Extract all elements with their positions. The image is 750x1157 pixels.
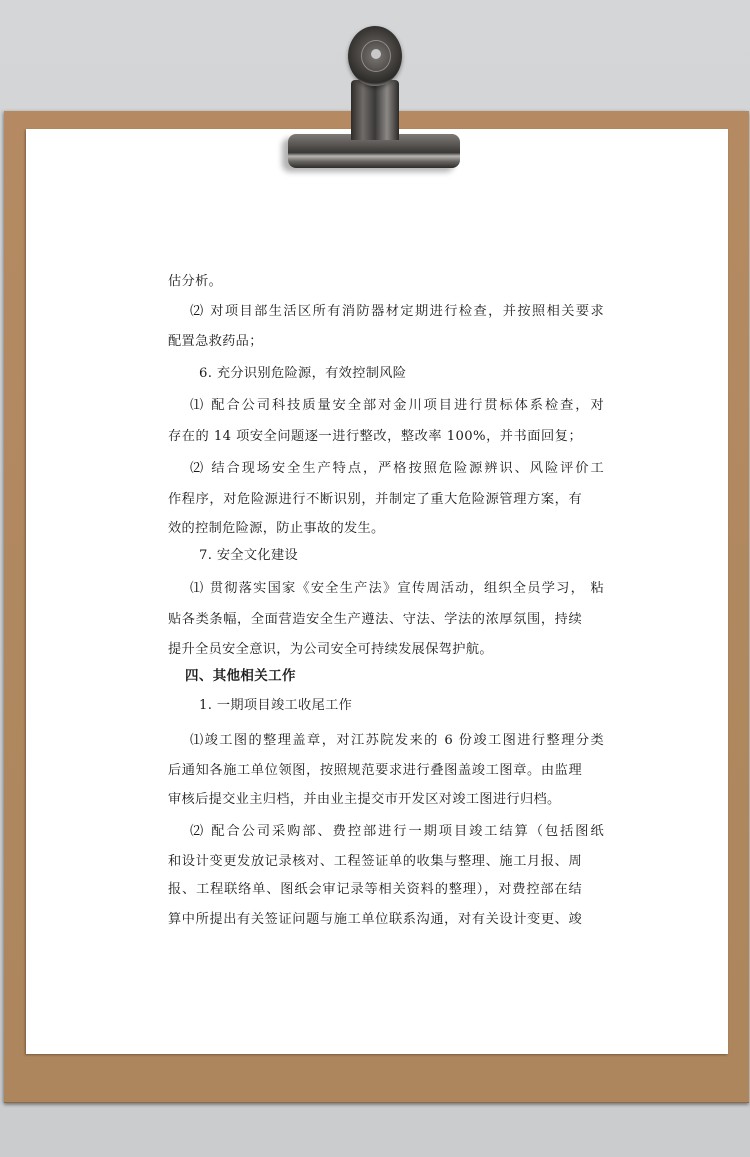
clip-neck (351, 80, 399, 140)
paragraph-line: ⑵ 配合公司采购部、费控部进行一期项目竣工结算（包括图纸 (190, 824, 604, 839)
paragraph-line: ⑴ 配合公司科技质量安全部对金川项目进行贯标体系检查，对 (190, 398, 604, 413)
subheading-7: 7. 安全文化建设 (199, 548, 299, 563)
text-line: 贴各类条幅，全面营造安全生产遵法、守法、学法的浓厚氛围，持续 (168, 612, 582, 627)
text-line: 作程序，对危险源进行不断识别，并制定了重大危险源管理方案，有 (168, 492, 582, 507)
clip-hole (371, 49, 381, 59)
subheading-1: 1. 一期项目竣工收尾工作 (199, 698, 353, 713)
text-line: 效的控制危险源，防止事故的发生。 (168, 521, 385, 536)
text-line: 存在的 14 项安全问题逐一进行整改，整改率 100%，并书面回复； (168, 429, 582, 444)
paragraph-line: ⑴ 贯彻落实国家《安全生产法》宣传周活动，组织全员学习， 粘 (190, 581, 604, 596)
binder-clip (284, 22, 464, 170)
paragraph-line: ⑴竣工图的整理盖章，对江苏院发来的 6 份竣工图进行整理分类 (190, 733, 604, 748)
text-line: 报、工程联络单、图纸会审记录等相关资料的整理），对费控部在结 (168, 882, 582, 897)
text-line: 配置急救药品； (168, 334, 263, 349)
subheading-6: 6. 充分识别危险源，有效控制风险 (199, 366, 407, 381)
text-line: 和设计变更发放记录核对、工程签证单的收集与整理、施工月报、周 (168, 854, 582, 869)
text-line: 后通知各施工单位领图，按照规范要求进行叠图盖竣工图章。由监理 (168, 763, 582, 778)
paragraph-line: ⑵ 结合现场安全生产特点，严格按照危险源辨识、风险评价工 (190, 461, 604, 476)
clip-ring-icon (348, 26, 402, 86)
text-line: 估分析。 (168, 274, 223, 289)
text-line: 审核后提交业主归档，并由业主提交市开发区对竣工图进行归档。 (168, 792, 561, 807)
section-heading-4: 四、其他相关工作 (185, 668, 296, 684)
paragraph-line: ⑵ 对项目部生活区所有消防器材定期进行检查，并按照相关要求 (190, 304, 604, 319)
text-line: 算中所提出有关签证问题与施工单位联系沟通，对有关设计变更、竣 (168, 912, 582, 927)
clip-ring-inner (361, 40, 391, 72)
text-line: 提升全员安全意识，为公司安全可持续发展保驾护航。 (168, 642, 493, 657)
